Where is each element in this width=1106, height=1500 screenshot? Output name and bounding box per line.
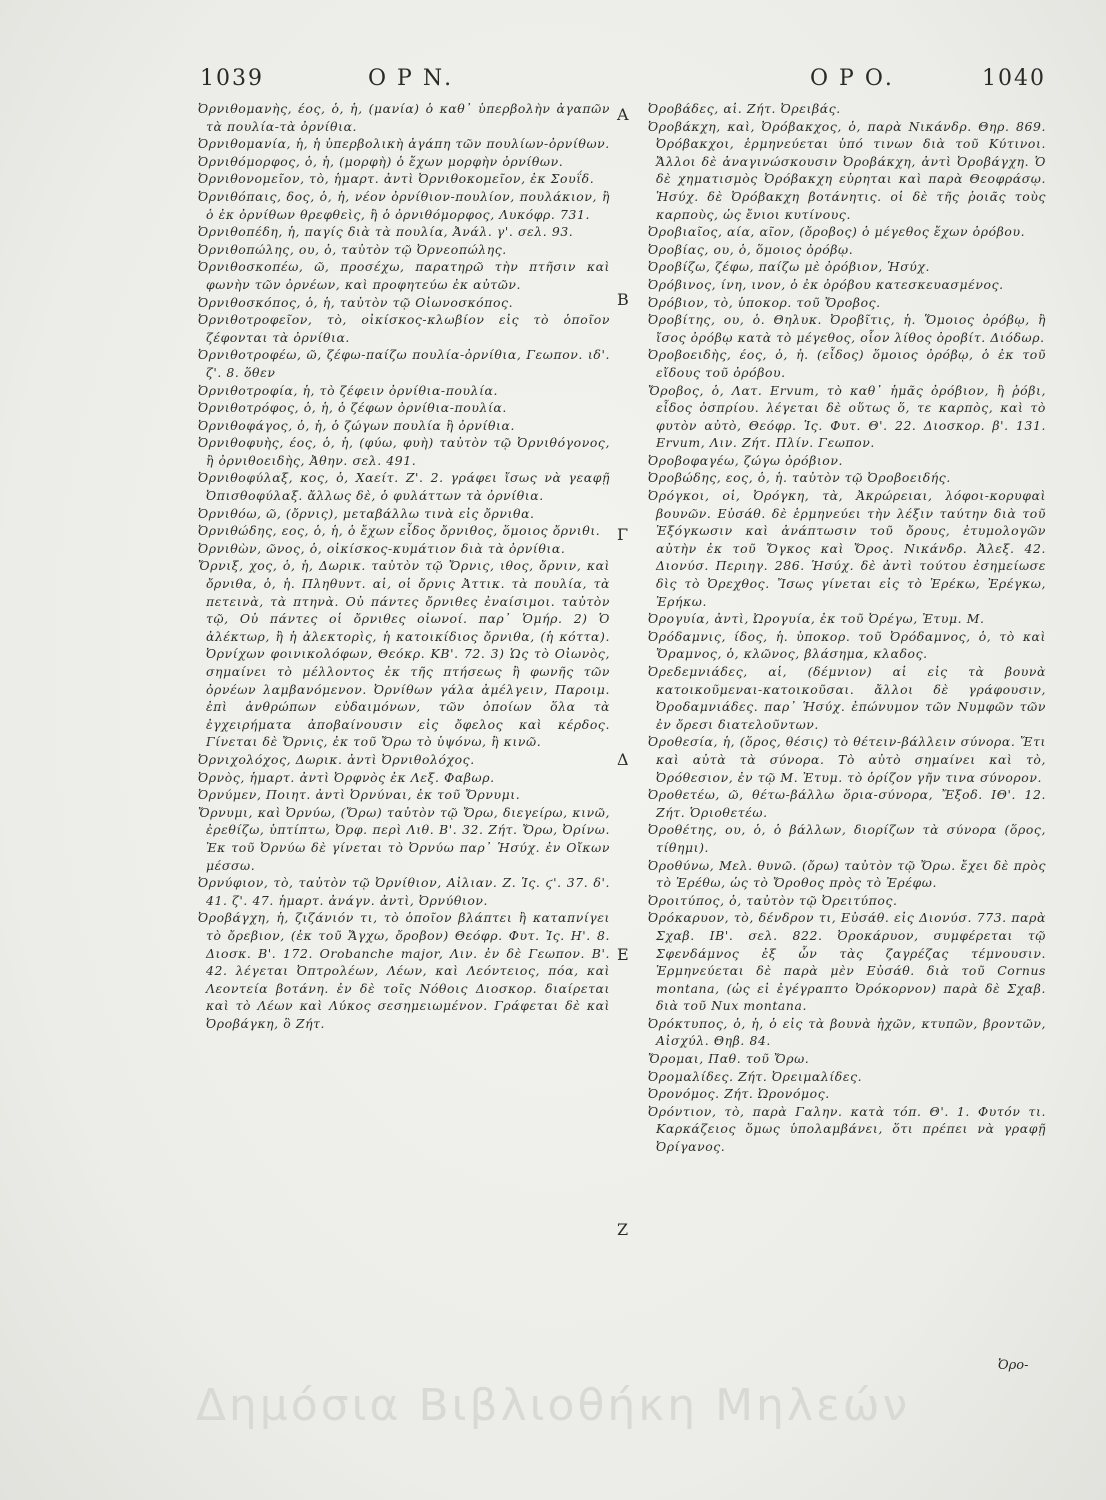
dictionary-entry: Ὀρνιθοπέδη, ἡ, παγίς διὰ τὰ πουλία, Ἀνάλ. γ'. σελ. 93. (198, 224, 574, 240)
margin-letter: Ε (617, 945, 629, 964)
dictionary-entry: Ὀρνιθοτροφέω, ῶ, ζέφω-παίζω πουλία-ὀρνίθια, Γεωπον. ιδ'. ζ'. 8. ὅθεν (198, 347, 610, 380)
margin-letter: Δ (617, 750, 629, 769)
page-number-left: 1039 (200, 66, 264, 91)
dictionary-entry: Ὀρόβινος, ίνη, ινον, ὁ ἐκ ὀρόβου κατεσκευασμένος. (648, 276, 1004, 292)
dictionary-entry: Ὀρνιθοτρόφος, ὁ, ἡ, ὁ ζέφων ὀρνίθια-πουλία. (198, 400, 507, 416)
dictionary-entry: Ὀρνιθόω, ῶ, (ὄρνις), μεταβάλλω τινὰ εἰς ὄρνιθα. (198, 505, 535, 521)
dictionary-entry: Ὀροβάδες, αἱ. Ζήτ. Ὀρειβάς. (648, 101, 841, 116)
dictionary-entry: Ὀρνιθόπαις, δος, ὁ, ἡ, νέον ὀρνίθιον-πουλίον, πουλάκιον, ἢ ὁ ἐκ ὀρνίθων θρεφθεὶς, ἢ ὁ ὀρνιθόμορφος, Λυκόφρ. 731. (198, 188, 610, 222)
dictionary-entry: Ὀρόβιον, τὸ, ὑποκορ. τοῦ Ὄροβος. (648, 294, 881, 310)
dictionary-entry: Ὄρνιξ, χος, ὁ, ἡ, Δωρικ. ταὐτὸν τῷ Ὄρνις, ιθος, ὄρνιν, καὶ ὄρνιθα, ὁ, ἡ. Πληθυντ. αἱ, οἱ ὄρνις Ἀττικ. τὰ πουλία, τὰ πετεινὰ, τὰ πτηνὰ. Οὐ πάντες ὄρνιθες ἐναίσιμοι. ταὐτὸν τῷ, Οὐ πάντες οἱ ὄρνιθες οἰωνοί. παρ᾿ Ὁμήρ. 2) Ὁ ἀλέκτωρ, ἢ ἡ ἀλεκτορὶς, ἡ κατοικίδιος ὄρνιθα, (ἡ κόττα). Ὀρνίχων φοινικολόφων, Θεόκρ. ΚΒ'. 72. 3) Ὡς τὸ Οἰωνὸς, σημαίνει τὸ μέλλοντος ἐκ τῆς πτήσεως ἢ φωνῆς τῶν ὀρνέων λαμβανόμενον. Ὀρνίθων γάλα ἀμέλγειν, Παροιμ. ἐπὶ ἀνθρώπων εὐδαιμόνων, τῶν ὁποίων ὅλα τὰ ἐγχειρήματα ἀποβαίνουσιν εἰς ὄφελος καὶ κέρδος. Γίνεται δὲ Ὄρνις, ἐκ τοῦ Ὄρω τὸ ὑψόνω, ἢ κινῶ. (198, 558, 610, 750)
page-number-right: 1040 (982, 66, 1046, 91)
dictionary-entry: Ὀρόκαρυον, τὸ, δένδρον τι, Εὐσάθ. εἰς Διονύσ. 773. παρὰ Σχαβ. ΙΒ'. σελ. 822. Ὀροκάρυον, συμφέρεται τῷ Σφενδάμνος ἐξ ὧν τὰς ζαγρέζας τέμνουσιν. Ἑρμηνεύεται δὲ παρὰ μὲν Εὐσάθ. διὰ τοῦ Cornus montana, (ὡς εἰ ἐγέγραπτο Ὀρόκορνον) παρὰ δὲ Σχαβ. διὰ τοῦ Nux montana. (648, 910, 1046, 1014)
dictionary-entry: Ὀροβοειδὴς, έος, ὁ, ἡ. (εἶδος) ὅμοιος ὀρόβῳ, ὁ ἐκ τοῦ εἴδους τοῦ ὀρόβου. (648, 347, 1046, 380)
dictionary-entry: Ὀροιτύπος, ὁ, ταὐτὸν τῷ Ὀρειτύπος. (648, 892, 898, 908)
catchword: Ὀρο- (998, 1358, 1029, 1373)
dictionary-entry: Ὀροβιαῖος, αία, αῖον, (ὄροβος) ὁ μέγεθος ἔχων ὀρόβου. (648, 224, 1026, 240)
dictionary-entry: Ὀροβίας, ου, ὁ, ὅμοιος ὀρόβῳ. (648, 241, 854, 257)
dictionary-entry: Ὀροβάγχη, ἡ, ζιζάνιόν τι, τὸ ὁποῖον βλάπτει ἢ καταπνίγει τὸ ὄρεβιον, (ἐκ τοῦ Ἄγχω, ὄροβον) Θεόφρ. Φυτ. Ἱς. Η'. 8. Διοσκ. Β'. 172. Orobanche major, Λιν. ἐν δὲ Γεωπον. Β'. 42. λέγεται Ὀπτρολέων, Λέων, καὶ Λεόντειος, πόα, καὶ Λεοντεία βοτάνη. ἐν δὲ τοῖς Νόθοις Διοσκορ. διαίρεται καὶ τὸ Λέων καὶ Λύκος σεσημειωμένον. Γράφεται δὲ καὶ Ὀροβάγκη, ὃ Ζήτ. (198, 910, 610, 1031)
dictionary-entry: Ὀροθετέω, ῶ, θέτω-βάλλω ὅρια-σύνορα, Ἔξοδ. ΙΘ'. 12. Ζήτ. Ὁριοθετέω. (648, 787, 1046, 820)
dictionary-entry: Ὄροβος, ὁ, Λατ. Ervum, τὸ καθ᾿ ἡμᾶς ὀρόβιον, ἢ ῥόβι, εἶδος ὀσπρίου. λέγεται δὲ οὕτως ὅ, τε καρπὸς, καὶ τὸ φυτὸν αὐτὸ, Θεόφρ. Ἱς. Φυτ. Θ'. 22. Διοσκορ. β'. 131. Ervum, Λιν. Ζήτ. Πλίν. Γεωπον. (648, 382, 1046, 451)
dictionary-entry: Ὀρνιθοφυὴς, έος, ὁ, ἡ, (φύω, φυὴ) ταὐτὸν τῷ Ὀρνιθόγονος, ἢ ὀρνιθοειδὴς, Ἀθην. σελ. 491. (198, 435, 610, 468)
dictionary-entry: Ὀρογυία, ἀντὶ, Ὠρογυία, ἐκ τοῦ Ὀρέγω, Ἐτυμ. Μ. (648, 611, 985, 627)
margin-letter: Γ (617, 525, 629, 544)
margin-section-letters (617, 100, 637, 1400)
dictionary-entry: Ὀρόδαμνις, ίδος, ἡ. ὑποκορ. τοῦ Ὀρόδαμνος, ὁ, τὸ καὶ Ὄραμνος, ὁ, κλῶνος, βλάσημα, κλαδος. (648, 628, 1046, 662)
margin-letter: Α (617, 105, 629, 124)
dictionary-entry: Ὀρεδεμνιάδες, αἱ, (δέμνιον) αἱ εἰς τὰ βουνὰ κατοικοῦμεναι-κατοικοῦσαι. ἄλλοι δὲ γράφουσιν, Ὀροδαμνιάδες. παρ᾿ Ἡσύχ. ἐπώνυμον τῶν Νυμφῶν τῶν ἐν ὄρεσι διατελοῦντων. (648, 664, 1046, 732)
dictionary-entry: Ὀρόντιον, τὸ, παρὰ Γαλην. κατὰ τόπ. Θ'. 1. Φυτόν τι. Καρκάζειος ὅμως ὑπολαμβάνει, ὅτι πρέπει νὰ γραφῇ Ὀρίγανος. (648, 1103, 1046, 1155)
dictionary-entry: Ὀρομαλίδες. Ζήτ. Ὀρειμαλίδες. (648, 1068, 863, 1084)
dictionary-entry: Ὀρόκτυπος, ὁ, ἡ, ὁ εἰς τὰ βουνὰ ἠχῶν, κτυπῶν, βροντῶν, Αἰσχύλ. Θηβ. 84. (648, 1015, 1046, 1049)
dictionary-entry: Ὀροβίζω, ζέφω, παίζω μὲ ὀρόβιον, Ἡσύχ. (648, 259, 931, 275)
dictionary-entry: Ὀροβάκχη, καὶ, Ὀρόβακχος, ὁ, παρὰ Νικάνδρ. Θηρ. 869. Ὀρόβακχοι, ἑρμηνεύεται ὑπό τινων διὰ τοῦ Κύτινοι. Ἄλλοι δὲ ἀναγινώσκουσιν Ὀροβάκχη, ἀντὶ Ὀροβάγχη. Ὁ δὲ χηματισμὸς Ὀρόβακχη εὑρηται καὶ παρὰ Θεοφράσῳ. Ἡσύχ. δὲ Ὀρόβακχη βοτάνητις. οἱ δὲ τῆς ῥοιᾶς τοὺς καρποὺς, ὡς ἔνιοι κυτίνους. (648, 118, 1046, 222)
running-head-right: Ο Ρ Ο. (810, 66, 894, 91)
dictionary-entry: Ὀροβώδης, εος, ὁ, ἡ. ταὐτὸν τῷ Ὀροβοειδής. (648, 470, 951, 486)
dictionary-entry: Ὀρνιθοσκοπέω, ῶ, προσέχω, παρατηρῶ τὴν πτῆσιν καὶ φωνὴν τῶν ὀρνέων, καὶ προφητεύω ἐκ αὐτῶν. (198, 259, 610, 292)
dictionary-entry: Ὀρνύμεν, Ποιητ. ἀντὶ Ὀρνύναι, ἐκ τοῦ Ὄρνυμι. (198, 787, 521, 803)
dictionary-entry: Ὀρνιθοσκόπος, ὁ, ἡ, ταὐτὸν τῷ Οἰωνοσκόπος. (198, 294, 514, 310)
dictionary-entry: Ὀρνιθοπώλης, ου, ὁ, ταὐτὸν τῷ Ὀρνεοπώλης. (198, 241, 507, 257)
dictionary-entry: Ὀρνιθοφάγος, ὁ, ἡ, ὁ ζώγων πουλία ἢ ὀρνίθια. (198, 417, 515, 433)
left-column (198, 100, 610, 1032)
dictionary-entry: Ὀροθέτης, ου, ὁ, ὁ βάλλων, διορίζων τὰ σύνορα (ὅρος, τίθημι). (648, 822, 1046, 855)
page-header (200, 66, 1046, 96)
dictionary-entry: Ὀροβοφαγέω, ζώγω ὀρόβιον. (648, 452, 844, 468)
dictionary-entry: Ὀρνύφιον, τὸ, ταὐτὸν τῷ Ὀρνίθιον, Αἰλιαν. Ζ. Ἱς. ϛ'. 37. δ'. 41. ζ'. 47. ἡμαρτ. ἀνάγν. ἀντὶ, Ὀρνύθιον. (198, 875, 610, 908)
dictionary-entry: Ὀρνιθοφύλαξ, κος, ὁ, Χαείτ. Ζ'. 2. γράφει ἴσως νὰ γεαφῇ Ὀπισθοφύλαξ. ἄλλως δὲ, ὁ φυλάττων τὰ ὀρνίθια. (198, 470, 610, 504)
running-head-left: Ο Ρ Ν. (368, 66, 454, 91)
dictionary-entry: Ὀρνιθοτροφία, ἡ, τὸ ζέφειν ὀρνίθια-πουλία. (198, 382, 499, 398)
dictionary-entry: Ὀρνὸς, ἡμαρτ. ἀντὶ Ὀρφνὸς ἐκ Λεξ. Φαβωρ. (198, 769, 495, 785)
dictionary-entry: Ὀρνιθομανία, ἡ, ἡ ὑπερβολικὴ ἀγάπη τῶν πουλίων-ὀρνίθων. (198, 136, 610, 152)
dictionary-entry: Ὀροθύνω, Μελ. θυνῶ. (ὄρω) ταὐτὸν τῷ Ὄρω. ἔχει δὲ πρὸς τὸ Ἐρέθω, ὡς τὸ Ὄροθος πρὸς τὸ Ἐρέφω. (648, 857, 1046, 891)
dictionary-entry: Ὀρνιχολόχος, Δωρικ. ἀντὶ Ὀρνιθολόχος. (198, 751, 475, 767)
dictionary-entry: Ὀρνιθοτροφεῖον, τὸ, οἰκίσκος-κλωβίον εἰς τὸ ὁποῖον ζέφονται τὰ ὀρνίθια. (198, 312, 610, 345)
dictionary-entry: Ὀροθεσία, ἡ, (ὅρος, θέσις) τὸ θέτειν-βάλλειν σύνορα. Ἔτι καὶ αὐτὰ τὰ σύνορα. Τὸ αὐτὸ σημαίνει καὶ τὸ, Ὀρόθεσιον, ἐν τῷ Μ. Ἐτυμ. τὸ ὁρίζον γῆν τινα σύνορον. (648, 734, 1046, 785)
dictionary-entry: Ὀρονόμος. Ζήτ. Ὠρονόμος. (648, 1086, 830, 1102)
dictionary-entry: Ὀρνιθονομεῖον, τὸ, ἡμαρτ. ἀντὶ Ὀρνιθοκομεῖον, ἐκ Σουΐδ. (198, 171, 595, 187)
dictionary-entry: Ὄρνυμι, καὶ Ὀρνύω, (Ὄρω) ταὐτὸν τῷ Ὄρω, διεγείρω, κινῶ, ἐρεθίζω, ὑπτίπτω, Ὀρφ. περὶ Λιθ. Β'. 32. Ζήτ. Ὄρω, Ὀρίνω. Ἐκ τοῦ Ὀρνύω δὲ γίνεται τὸ Ὀρνύω παρ᾿ Ἡσύχ. ἐν Οἴκων μέσσω. (198, 804, 610, 873)
dictionary-entry: Ὀρόγκοι, οἱ, Ὀρόγκη, τὰ, Ἀκρώρειαι, λόφοι-κορυφαὶ βουνῶν. Εὐσάθ. δὲ ἑρμηνεύει τὴν λέξιν ταύτην διὰ τοῦ Ἐξόγκωσιν καὶ ἀνάπτωσιν τοῦ ὄρους, ἐτυμολογῶν αὐτὴν ἐκ τοῦ Ὄγκος καὶ Ὄρος. Νικάνδρ. Ἀλεξ. 42. Διονύσ. Περιηγ. 286. Ἡσύχ. δὲ ἀντὶ τούτου ἐσημείωσε δὶς τὸ Ὀρεχθος. Ἴσως γίνεται εἰς τὸ Ἐρέκω, Ἐρέγκω, Ἐρήκω. (648, 488, 1046, 609)
dictionary-entry: Ὀρνιθὼν, ῶνος, ὁ, οἰκίσκος-κυμάτιον διὰ τὰ ὀρνίθια. (198, 540, 566, 556)
dictionary-entry: Ὀρνιθώδης, εος, ὁ, ἡ, ὁ ἔχων εἶδος ὄρνιθος, ὅμοιος ὄρνιθι. (198, 523, 601, 539)
dictionary-entry: Ὀρνιθόμορφος, ὁ, ἡ, (μορφὴ) ὁ ἔχων μορφὴν ὀρνίθων. (198, 153, 564, 169)
margin-letter: Β (617, 290, 629, 309)
dictionary-entry: Ὄρομαι, Παθ. τοῦ Ὄρω. (648, 1051, 810, 1067)
margin-letter: Ζ (617, 1220, 629, 1239)
dictionary-entry: Ὀροβίτης, ου, ὁ. Θηλυκ. Ὀροβῖτις, ἡ. Ὅμοιος ὀρόβῳ, ἢ ἴσος ὀρόβῳ κατὰ τὸ μέγεθος, οἷον λίθος ὀροβίτ. Διόδωρ. (648, 312, 1046, 345)
right-column (648, 100, 1046, 1156)
library-watermark: Δημόσια Βιβλιοθήκη Μηλεών (195, 1380, 911, 1431)
dictionary-entry: Ὀρνιθομανὴς, έος, ὁ, ἡ, (μανία) ὁ καθ᾿ ὑπερβολὴν ἀγαπῶν τὰ πουλία-τὰ ὀρνίθια. (198, 101, 610, 134)
